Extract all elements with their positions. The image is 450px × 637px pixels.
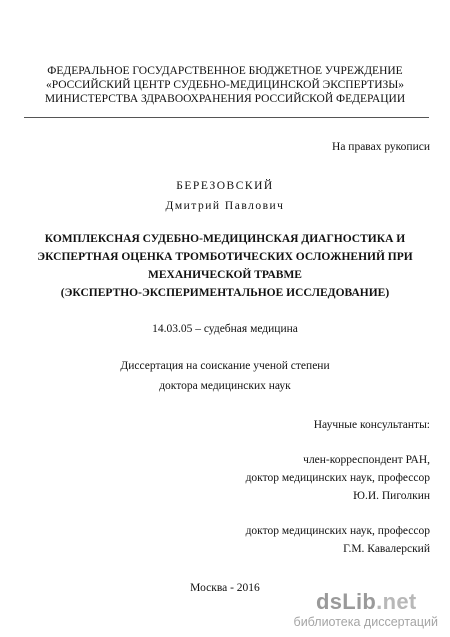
consultant-2-title: доктор медицинских наук, профессор	[245, 525, 430, 537]
title-line-1: КОМПЛЕКСНАЯ СУДЕБНО-МЕДИЦИНСКАЯ ДИАГНОСТИКА И	[44, 233, 406, 245]
org-line-3: МИНИСТЕРСТВА ЗДРАВООХРАНЕНИЯ РОССИЙСКОЙ ФЕДЕРАЦИИ	[44, 93, 406, 105]
watermark-logo-main: dsLib	[316, 589, 377, 614]
org-line-2: «РОССИЙСКИЙ ЦЕНТР СУДЕБНО-МЕДИЦИНСКОЙ ЭКСПЕРТИЗЫ»	[45, 79, 405, 91]
dslib-watermark	[252, 589, 442, 631]
title-line-3: МЕХАНИЧЕСКОЙ ТРАВМЕ	[148, 269, 302, 281]
specialty-code: 14.03.05 – судебная медицина	[152, 323, 298, 335]
author-name: Дмитрий Павлович	[165, 200, 285, 212]
consultant-2-name: Г.М. Кавалерский	[343, 543, 430, 555]
city-year: Москва - 2016	[190, 582, 260, 594]
consultant-1-title-2: доктор медицинских наук, профессор	[245, 472, 430, 484]
header-divider	[24, 117, 429, 118]
degree-line-1: Диссертация на соискание ученой степени	[120, 360, 330, 372]
title-line-4: (ЭКСПЕРТНО-ЭКСПЕРИМЕНТАЛЬНОЕ ИССЛЕДОВАНИЕ)	[60, 287, 390, 299]
consultant-1-title-1: член-корреспондент РАН,	[303, 454, 430, 466]
consultant-1-name: Ю.И. Пиголкин	[353, 490, 430, 502]
manuscript-note: На правах рукописи	[332, 141, 430, 153]
consultants-heading: Научные консультанты:	[313, 419, 430, 431]
watermark-logo	[316, 589, 416, 615]
author-surname: БЕРЕЗОВСКИЙ	[176, 180, 274, 192]
degree-line-2: доктора медицинских наук	[159, 380, 291, 392]
org-line-1: ФЕДЕРАЛЬНОЕ ГОСУДАРСТВЕННОЕ БЮДЖЕТНОЕ УЧРЕЖДЕНИЕ	[47, 65, 403, 77]
title-line-2: ЭКСПЕРТНАЯ ОЦЕНКА ТРОМБОТИЧЕСКИХ ОСЛОЖНЕНИЙ ПРИ	[37, 251, 413, 263]
watermark-logo-tld: .net	[376, 589, 417, 614]
watermark-subtitle: библиотека диссертаций	[293, 615, 438, 629]
